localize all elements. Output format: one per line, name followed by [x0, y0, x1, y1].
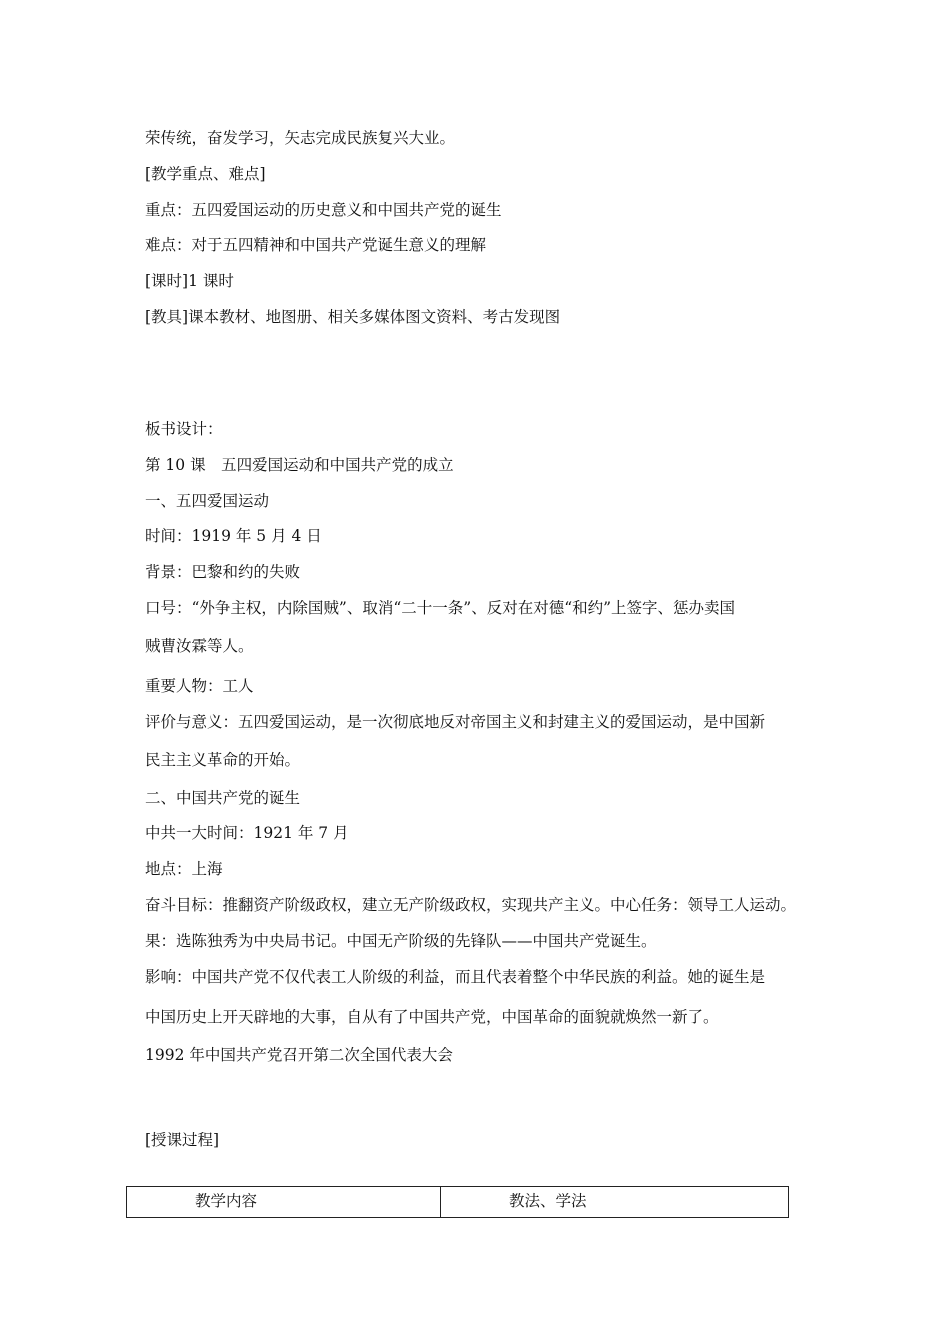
text-line: 荣传统，奋发学习，矢志完成民族复兴大业。: [145, 129, 456, 147]
table-header-content: 教学内容: [127, 1187, 441, 1217]
text-line-second-congress: 1992 年中国共产党召开第二次全国代表大会: [145, 1046, 453, 1064]
text-line-time: 时间：1919 年 5 月 4 日: [145, 527, 322, 545]
text-line-impact-cont: 中国历史上开天辟地的大事，自从有了中国共产党，中国革命的面貌就焕然一新了。: [145, 1008, 719, 1026]
text-line-class-hours: [课时]1 课时: [145, 272, 234, 290]
lesson-title: 第 10 课 五四爱国运动和中国共产党的成立: [145, 456, 454, 474]
text-line-key-figures: 重要人物：工人: [145, 677, 254, 695]
text-line-first-congress: 中共一大时间：1921 年 7 月: [145, 824, 349, 842]
table-header-method: 教法、学法: [509, 1192, 587, 1210]
text-line-slogan-cont: 贼曹汝霖等人。: [145, 637, 254, 655]
text-line-key-point: 重点：五四爱国运动的历史意义和中国共产党的诞生: [145, 201, 502, 219]
text-line-significance-cont: 民主主义革命的开始。: [145, 751, 301, 769]
text-line-significance: 评价与意义：五四爱国运动，是一次彻底地反对帝国主义和封建主义的爱国运动，是中国新: [145, 713, 766, 731]
text-line-goal: 奋斗目标：推翻资产阶级政权，建立无产阶级政权，实现共产主义。中心任务：领导工人运动。: [145, 896, 797, 914]
section-heading-board-design: 板书设计：: [145, 420, 223, 438]
subheading-cpc-founding: 二、中国共产党的诞生: [145, 789, 301, 807]
text-line-impact: 影响：中国共产党不仅代表工人阶级的利益，而且代表着整个中华民族的利益。她的诞生是: [145, 968, 766, 986]
text-line-slogan: 口号：“外争主权，内除国贼”、取消“二十一条”、反对在对德“和约”上签字、惩办卖国: [145, 599, 736, 617]
text-line-teaching-aids: [教具]课本教材、地图册、相关多媒体图文资料、考古发现图: [145, 308, 561, 326]
text-line-location: 地点：上海: [145, 860, 223, 878]
section-heading-teaching-process: [授课过程]: [145, 1131, 220, 1149]
text-line-background: 背景：巴黎和约的失败: [145, 563, 301, 581]
text-line-difficulty: 难点：对于五四精神和中国共产党诞生意义的理解: [145, 236, 487, 254]
section-heading-focus: [教学重点、难点]: [145, 165, 266, 183]
subheading-may-fourth: 一、五四爱国运动: [145, 492, 270, 510]
teaching-table: [126, 1186, 789, 1218]
text-line-result: 果：选陈独秀为中央局书记。中国无产阶级的先锋队——中国共产党诞生。: [145, 932, 657, 950]
